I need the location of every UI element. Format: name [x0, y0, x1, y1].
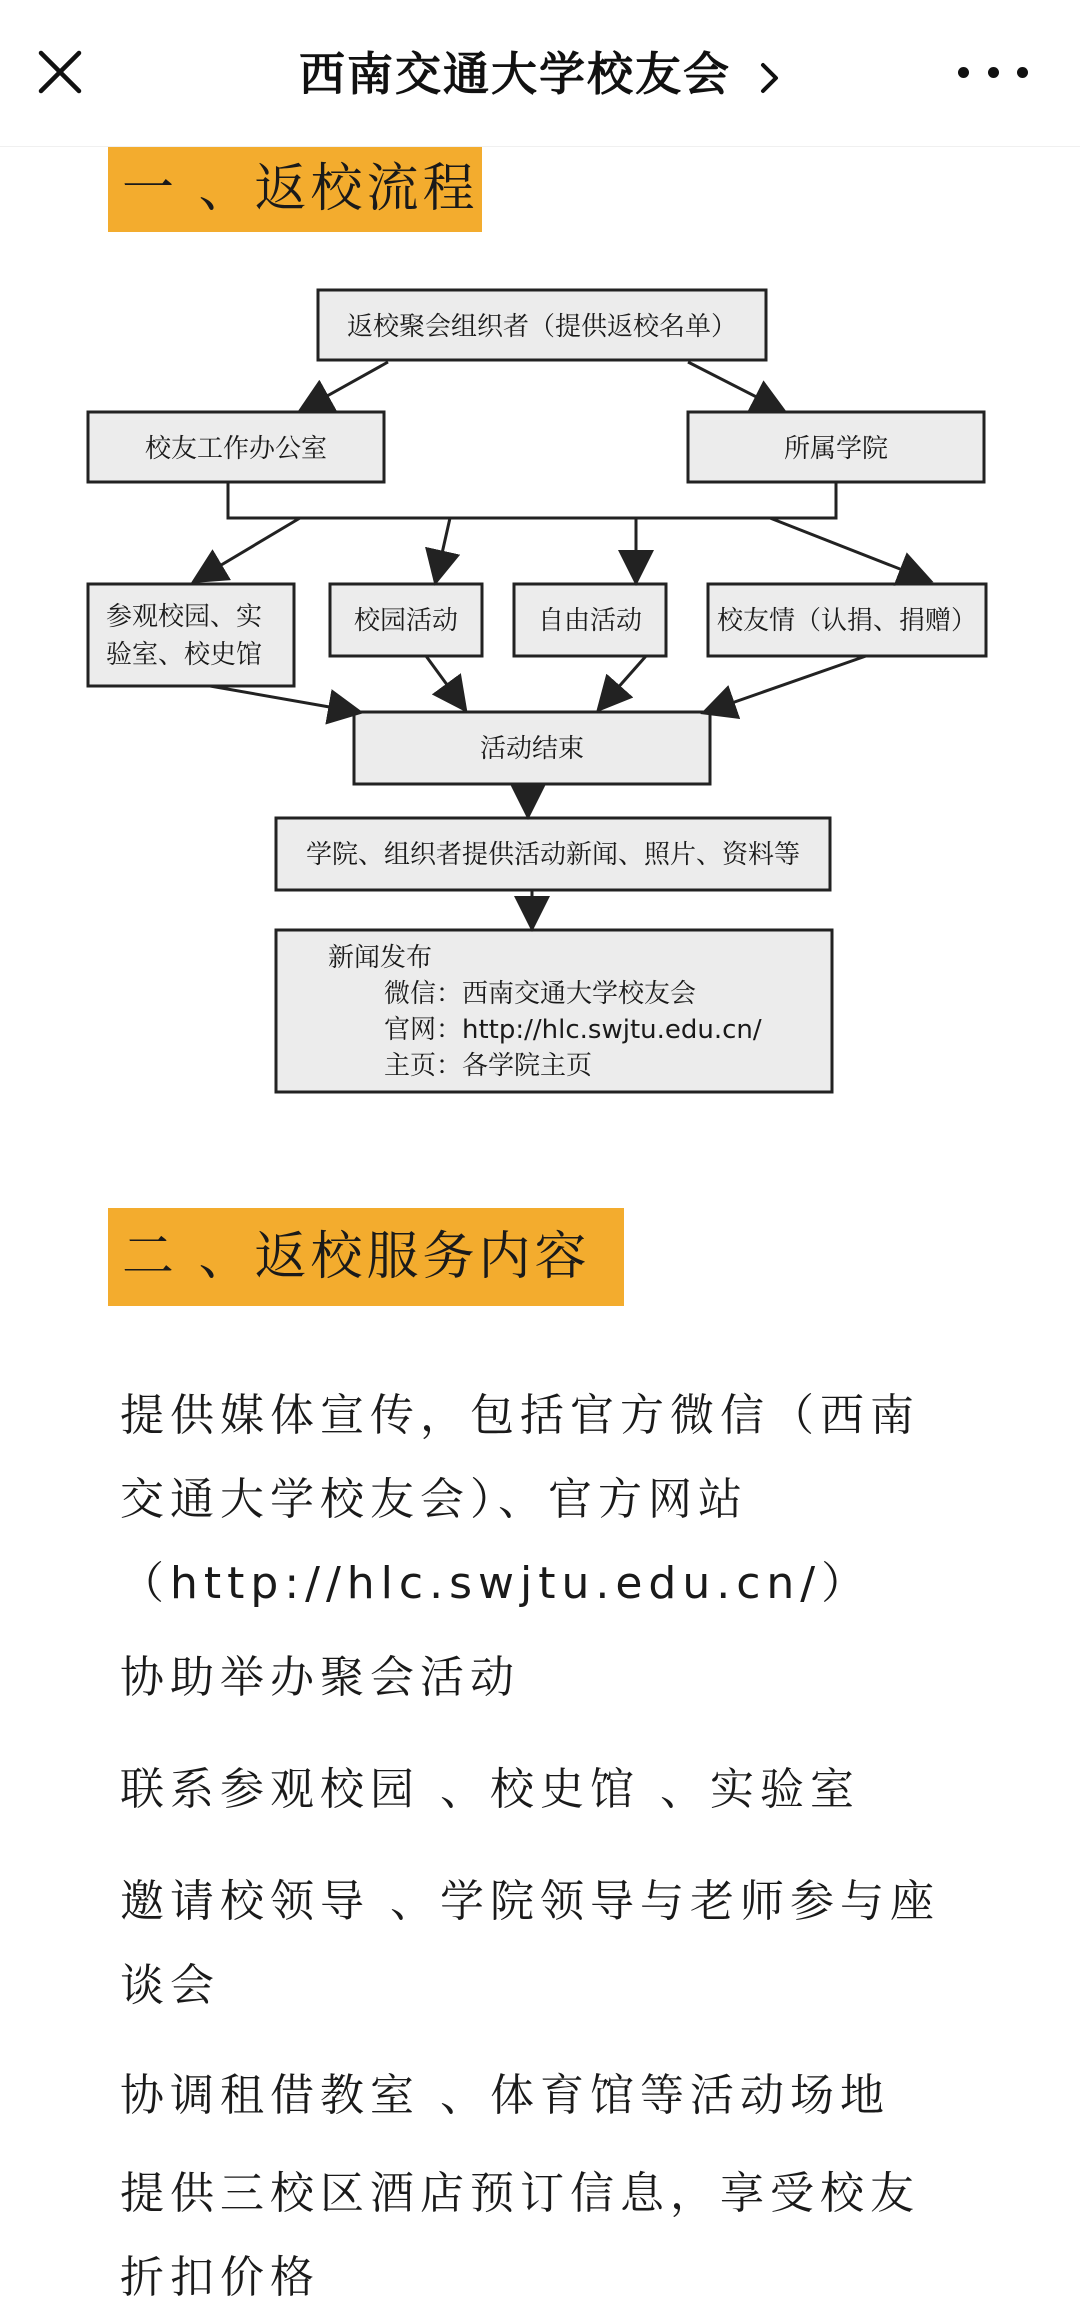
section-heading-services: 二 、返校服务内容: [108, 1208, 624, 1306]
flowchart: [0, 0, 1080, 1140]
service-line: 提供三校区酒店预订信息，享受校友: [120, 2168, 920, 2219]
section-heading-return-process: 一 、返校流程: [108, 146, 482, 232]
flow-text-organizer: 返校聚会组织者（提供返校名单）: [346, 312, 738, 342]
flow-box-visit: [88, 584, 294, 686]
chevron-right-icon: [759, 61, 781, 95]
flow-text-visit-line2: 验室、校史馆: [106, 640, 263, 670]
service-line: 联系参观校园 、校史馆 、实验室: [120, 1764, 860, 1815]
more-button[interactable]: [958, 52, 1028, 92]
flow-text-college: 所属学院: [783, 434, 889, 464]
service-line: 提供媒体宣传，包括官方微信（西南: [120, 1390, 920, 1441]
flowchart-svg: [0, 0, 1080, 1140]
flow-text-alumni-office: 校友工作办公室: [144, 434, 328, 464]
flow-text-news-homepage: 主页：各学院主页: [384, 1051, 593, 1081]
more-icon-dot: [1017, 67, 1028, 78]
service-line: 协调租借教室 、体育馆等活动场地: [120, 2070, 890, 2121]
service-line: 交通大学校友会）、官方网站: [120, 1474, 748, 1525]
flow-text-materials: 学院、组织者提供活动新闻、照片、资料等: [305, 840, 801, 870]
page-title: 西南交通大学校友会: [298, 47, 731, 101]
flow-text-news-website: 官网：http://hlc.swjtu.edu.cn/: [384, 1015, 762, 1045]
more-icon-dot: [988, 67, 999, 78]
flow-text-news-title: 新闻发布: [328, 943, 433, 973]
service-line: 折扣价格: [120, 2252, 320, 2303]
flow-text-free-activity: 自由活动: [537, 606, 643, 636]
service-line: 协助举办聚会活动: [120, 1652, 520, 1703]
flow-text-alumni-donation: 校友情（认捐、捐赠）: [716, 606, 978, 636]
top-bar: [0, 0, 1080, 147]
flow-text-visit-line1: 参观校园、实: [106, 602, 263, 632]
service-line: 谈会: [120, 1960, 220, 2011]
flow-text-campus-activity: 校园活动: [353, 606, 459, 636]
service-line: 邀请校领导 、学院领导与老师参与座: [120, 1876, 940, 1927]
flow-text-activity-end: 活动结束: [479, 734, 585, 764]
flow-text-news-wechat: 微信：西南交通大学校友会: [384, 979, 697, 1009]
service-line: （http://hlc.swjtu.edu.cn/）: [120, 1558, 872, 1609]
account-title-link[interactable]: [0, 38, 1080, 104]
more-icon-dot: [958, 67, 969, 78]
